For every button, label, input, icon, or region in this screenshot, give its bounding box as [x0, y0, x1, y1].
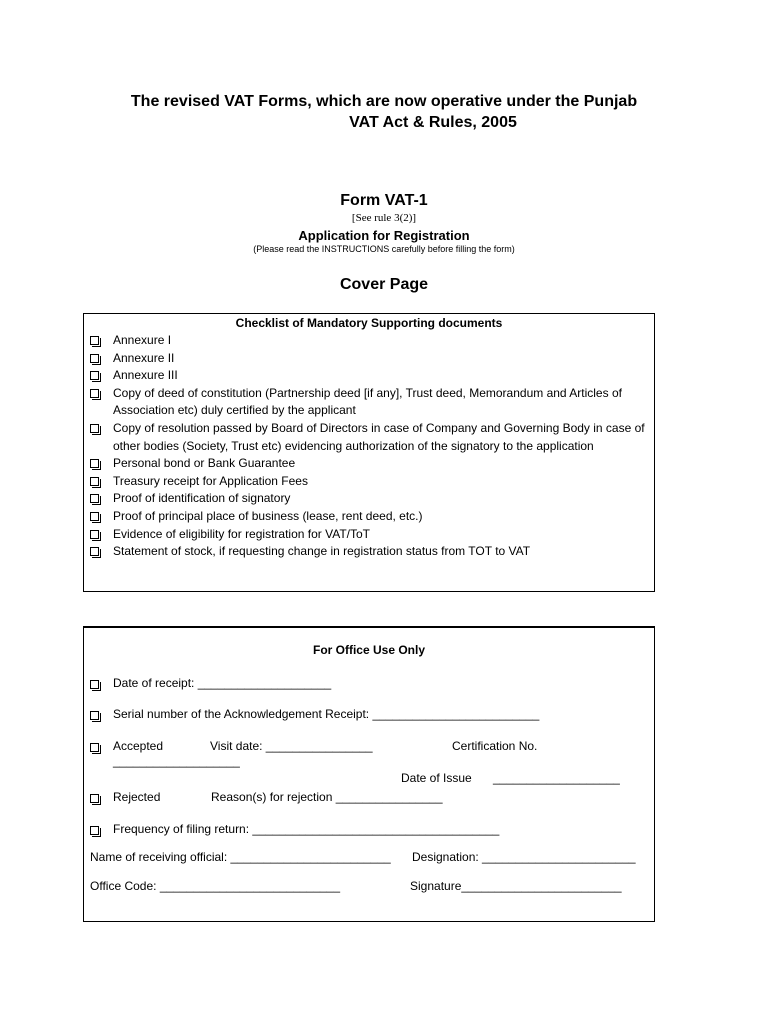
date-of-issue-field[interactable]: ___________________: [493, 771, 620, 785]
list-item: [84, 508, 654, 526]
checkbox-icon[interactable]: [90, 530, 99, 539]
checkbox-icon[interactable]: [90, 494, 99, 503]
certification-no-label: Certification No.: [452, 739, 538, 753]
signature-field[interactable]: Signature________________________: [410, 879, 622, 893]
checkbox-icon[interactable]: [90, 711, 99, 720]
checkbox-icon[interactable]: [90, 371, 99, 380]
list-item: [84, 526, 654, 544]
list-item: [84, 385, 654, 420]
list-item-label: Evidence of eligibility for registration for VAT/ToT: [113, 526, 370, 541]
list-item: [84, 543, 654, 561]
list-item: [84, 350, 654, 368]
list-item-label: Personal bond or Bank Guarantee: [113, 456, 296, 471]
rejection-reason-field[interactable]: Reason(s) for rejection ________________: [211, 790, 443, 804]
list-item-label: Annexure I: [113, 333, 172, 347]
list-item-label: Proof of principal place of business (lease, rent deed, etc.): [113, 508, 423, 523]
checkbox-icon[interactable]: [90, 336, 99, 345]
checkbox-icon[interactable]: [90, 826, 99, 835]
receiving-official-field[interactable]: Name of receiving official: ________________________: [90, 850, 391, 864]
checkbox-icon[interactable]: [90, 512, 99, 521]
office-code-field[interactable]: Office Code: ___________________________: [90, 879, 341, 893]
cover-page-heading: Cover Page: [339, 276, 429, 293]
checkbox-icon[interactable]: [90, 794, 99, 803]
title-line-1: The revised VAT Forms, which are now operative under the Punjab: [130, 93, 638, 110]
checkbox-icon[interactable]: [90, 424, 99, 433]
list-item: [84, 332, 654, 350]
instructions-note: (Please read the INSTRUCTIONS carefully before filling the form): [253, 244, 515, 254]
checkbox-icon[interactable]: [90, 459, 99, 468]
checkbox-icon[interactable]: [90, 743, 99, 752]
checklist-list: [84, 332, 654, 561]
filing-frequency-field[interactable]: Frequency of filing return: _____________________________________: [113, 822, 500, 836]
date-of-receipt-field[interactable]: Date of receipt: ____________________: [113, 676, 332, 690]
application-heading: Application for Registration: [298, 228, 470, 243]
office-use-box: [83, 626, 655, 922]
list-item: [84, 473, 654, 491]
rule-reference: [See rule 3(2)]: [351, 212, 417, 224]
list-item: [84, 455, 654, 473]
checklist-title: Checklist of Mandatory Supporting documents: [235, 316, 503, 330]
list-item-label: Proof of identification of signatory: [113, 491, 291, 506]
designation-field[interactable]: Designation: _______________________: [412, 850, 636, 864]
accepted-row: [84, 739, 654, 789]
checkbox-icon[interactable]: [90, 680, 99, 689]
checkbox-icon[interactable]: [90, 477, 99, 486]
page-title: [0, 91, 768, 133]
list-item: [84, 420, 654, 455]
list-item-label: Copy of resolution passed by Board of Directors in case of Company and Governing Body in case of other bodies (Society, Trust etc) evidencing authorization of the signatory to the application: [113, 420, 645, 453]
checkbox-icon[interactable]: [90, 354, 99, 363]
serial-number-field[interactable]: Serial number of the Acknowledgement Receipt: _________________________: [113, 707, 540, 721]
list-item-label: Statement of stock, if requesting change in registration status from TOT to VAT: [113, 544, 531, 559]
list-item-label: Annexure II: [113, 350, 175, 365]
list-item-label: Copy of deed of constitution (Partnership deed [if any], Trust deed, Memorandum and Articles of Association etc) duly certified by the applicant: [113, 385, 622, 418]
list-item: [84, 367, 654, 385]
office-use-title: For Office Use Only: [312, 643, 426, 657]
checkbox-icon[interactable]: [90, 547, 99, 556]
list-item-label: Annexure III: [113, 368, 178, 383]
checklist-box: [83, 313, 655, 592]
certification-no-field[interactable]: ___________________: [113, 754, 240, 768]
date-of-issue-label: Date of Issue: [401, 771, 472, 785]
visit-date-field[interactable]: Visit date: ________________: [210, 739, 373, 753]
rejected-label: Rejected: [113, 790, 161, 804]
list-item: [84, 490, 654, 508]
title-line-2: VAT Act & Rules, 2005: [349, 114, 517, 131]
form-title: Form VAT-1: [340, 192, 428, 209]
checkbox-icon[interactable]: [90, 389, 99, 398]
accepted-label: Accepted: [113, 739, 164, 753]
list-item-label: Treasury receipt for Application Fees: [113, 473, 308, 488]
